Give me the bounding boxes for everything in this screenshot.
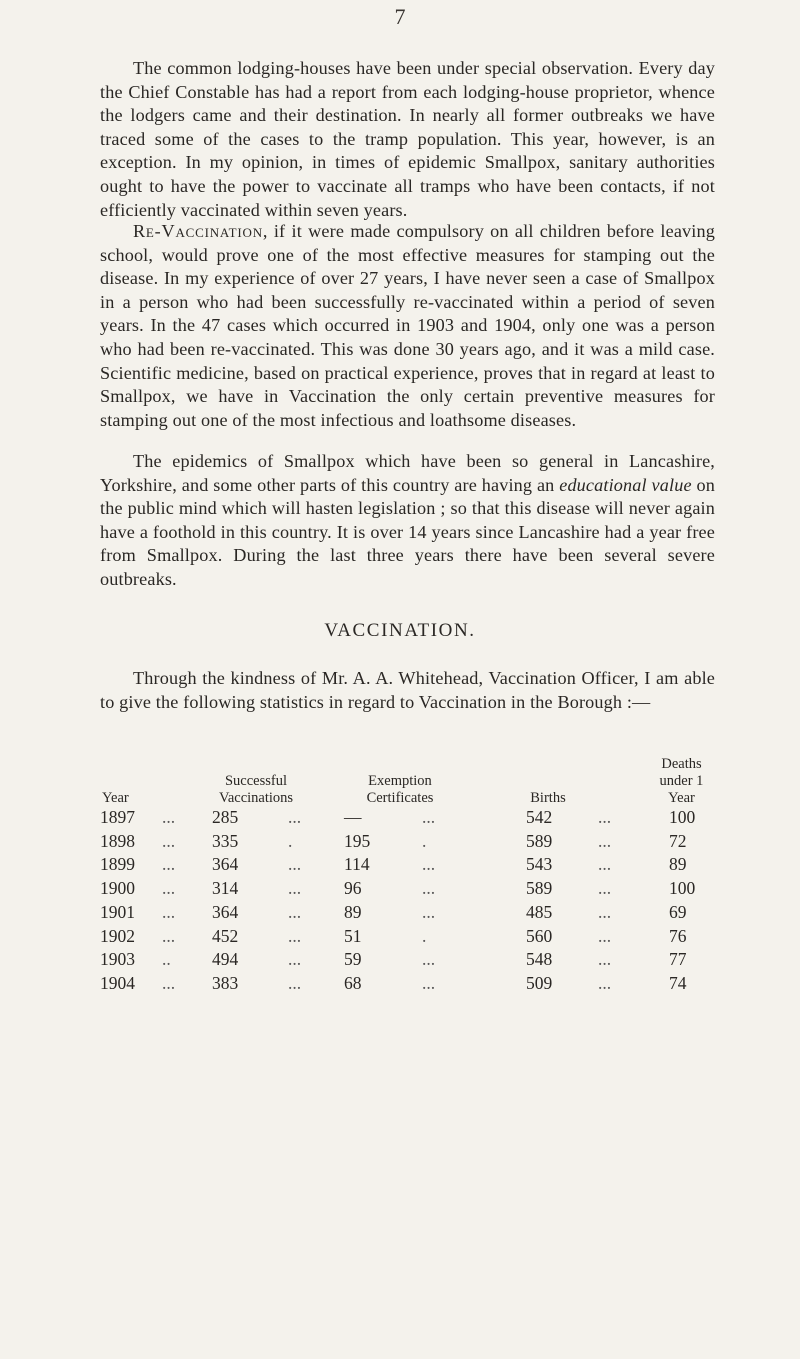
table-cell-deaths: 89 [669,854,687,875]
header-line: Successful [224,773,287,789]
table-cell-deaths: 72 [669,830,687,851]
table-cell-deaths: 77 [669,949,687,970]
leader-dots: ... [162,854,176,875]
leader-dots: . [422,830,427,851]
leader-dots: .. [162,949,171,970]
leader-dots: ... [598,972,612,993]
leader-dots: . [288,830,293,851]
table-row [100,973,715,993]
table-row [100,949,715,969]
leader-dots: ... [288,949,302,970]
header-line: Year [668,790,695,806]
table-cell-deaths: 100 [669,878,696,899]
table-cell-births: 542 [526,807,553,827]
table-cell-deaths: 100 [669,807,696,827]
leader-dots: ... [288,901,302,922]
leader-dots: ... [288,925,302,946]
table-cell-year: 1904 [100,972,135,993]
table-cell-births: 560 [526,925,553,946]
table-cell-vaccinations: 335 [212,830,239,851]
table-cell-vaccinations: 364 [212,901,239,922]
table-row [100,831,715,851]
header-line: Certificates [366,790,434,806]
table-cell-year: 1899 [100,854,135,875]
table-row [100,926,715,946]
leader-dots: ... [162,807,176,827]
table-cell-year: 1901 [100,901,135,922]
table-cell-year: 1897 [100,807,135,827]
table-cell-year: 1898 [100,830,135,851]
column-header-births: Births [530,790,566,806]
leader-dots: ... [422,949,436,970]
paragraph-re-vaccination [100,220,715,432]
table-cell-vaccinations: 314 [212,878,239,899]
leader-dots: ... [288,972,302,993]
table-cell-deaths: 76 [669,925,687,946]
table-cell-vaccinations: 494 [212,949,239,970]
table-cell-births: 548 [526,949,553,970]
column-header-exemptions [340,773,460,807]
leader-dots: ... [598,949,612,970]
leader-dots: ... [288,854,302,875]
table-cell-births: 485 [526,901,553,922]
table-cell-births: 543 [526,854,553,875]
table-cell-exemptions: 89 [344,901,362,922]
leader-dots: ... [288,807,302,827]
table-cell-exemptions: — [344,807,362,827]
leader-dots: ... [598,854,612,875]
table-cell-deaths: 69 [669,901,687,922]
leader-dots: ... [162,830,176,851]
leader-dots: ... [422,972,436,993]
paragraph-lead-term: Re-Vaccination [133,221,263,241]
table-cell-exemptions: 59 [344,949,362,970]
table-cell-exemptions: 68 [344,972,362,993]
leader-dots: ... [422,854,436,875]
leader-dots: ... [162,925,176,946]
emphasis-text: educational value [559,474,692,495]
table-cell-exemptions: 96 [344,878,362,899]
leader-dots: ... [288,878,302,899]
leader-dots: ... [598,807,612,827]
table-cell-vaccinations: 285 [212,807,239,827]
section-heading: VACCINATION. [324,620,476,641]
leader-dots: ... [598,901,612,922]
table-cell-year: 1903 [100,949,135,970]
leader-dots: ... [162,901,176,922]
leader-dots: ... [598,925,612,946]
leader-dots: ... [162,878,176,899]
page-number: 7 [394,4,406,29]
table-cell-vaccinations: 383 [212,972,239,993]
table-row [100,902,715,922]
table-cell-deaths: 74 [669,972,687,993]
header-line: under 1 [659,773,704,789]
header-line: Vaccinations [218,790,294,806]
header-line: Exemption [368,773,432,789]
leader-dots: . [422,925,427,946]
table-cell-exemptions: 114 [344,854,370,875]
table-row [100,854,715,874]
table-cell-vaccinations: 364 [212,854,239,875]
paragraph-text-a: The epidemics of Smallpox which have been so general in Lancashire, Yorkshire, and some other parts of this country are having an [100,451,715,495]
table-cell-year: 1902 [100,925,135,946]
paragraph-text: , if it were made compulsory on all children before leaving school, would prove one of the most effective measures for stamping out the disease. In my experience of over 27 years, I have never seen a case of Smallpox in a person who had been successfully re-vaccinated within a period of seven years. In the 47 cases which occurred in 1903 and 1904, only one was a person who had been re-vaccinated. This was done 30 years ago, and it was a mild case. Scientific medicine, based on practical experience, proves that in regard at least to Smallpox, we have in Vaccination the only certain preventive measures for stamping out one of the most infectious and loathsome diseases. [100,221,715,430]
table-cell-births: 589 [526,878,553,899]
table-cell-births: 509 [526,972,553,993]
table-cell-vaccinations: 452 [212,925,239,946]
leader-dots: ... [422,807,436,827]
table-cell-births: 589 [526,830,553,851]
leader-dots: ... [598,830,612,851]
leader-dots: ... [162,972,176,993]
table-row [100,878,715,898]
leader-dots: ... [598,878,612,899]
table-cell-year: 1900 [100,878,135,899]
paragraph-epidemics [100,450,715,592]
paragraph-statistics-intro: Through the kindness of Mr. A. A. Whitehead, Vaccination Officer, I am able to give the following statistics in regard to Vaccination in the Borough :— [100,668,715,712]
header-line: Deaths [661,756,702,772]
column-header-deaths [644,756,719,807]
table-row [100,807,715,827]
column-header-vaccinations [196,773,316,807]
leader-dots: ... [422,901,436,922]
column-header-year: Year [102,790,129,806]
table-cell-exemptions: 51 [344,925,362,946]
paragraph-text-b: on the public mind which will hasten legislation ; so that this disease will never again have a foothold in this country. It is over 14 years since Lancashire had a year free from Smallpox. During the last three years there have been several severe outbreaks. [100,474,715,589]
paragraph-lodging-houses: The common lodging-houses have been under special observation. Every day the Chief Constable has had a report from each lodging-house proprietor, whence the lodgers came and their destination. In nearly all former outbreaks we have traced some of the cases to the tramp population. This year, however, is an exception. In my opinion, in times of epidemic Smallpox, sanitary authorities ought to have the power to vaccinate all tramps who have been contacts, if not efficiently vaccinated within seven years. [100,58,715,220]
leader-dots: ... [422,878,436,899]
table-cell-exemptions: 195 [344,830,371,851]
